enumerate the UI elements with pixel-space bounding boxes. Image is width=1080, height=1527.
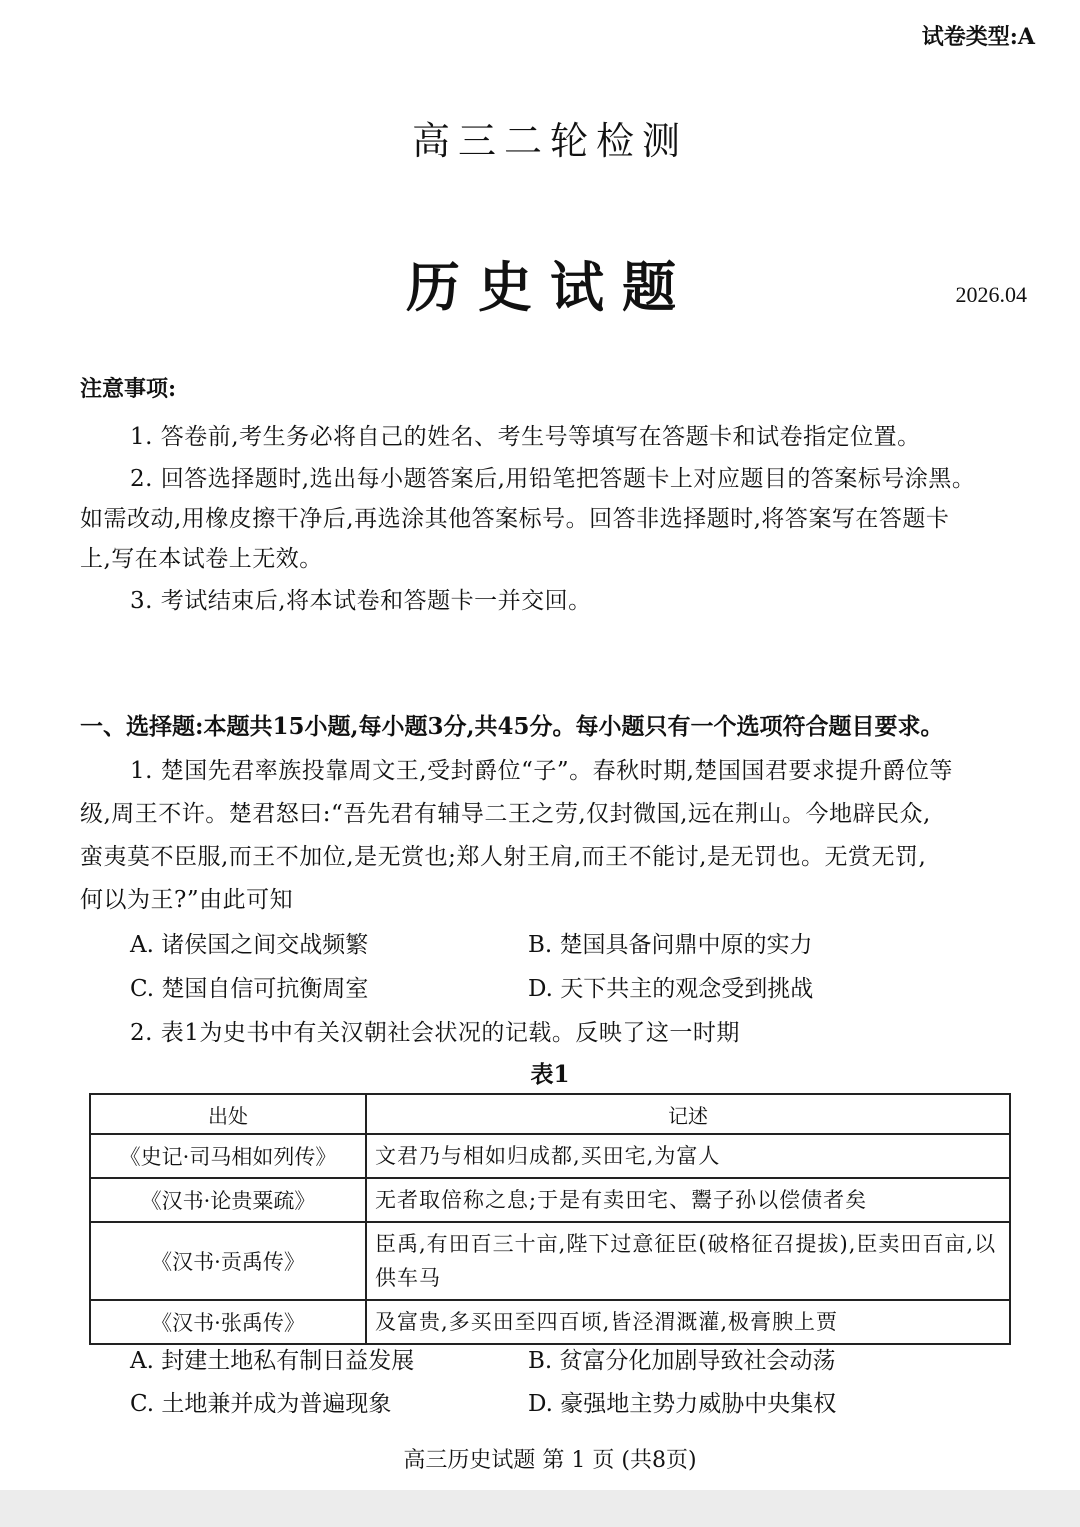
row-text: 及富贵,多买田至四百顷,皆泾渭溉灌,极膏腴上贾 xyxy=(366,1300,1010,1344)
q1-option-d: D. 天下共主的观念受到挑战 xyxy=(528,976,814,1002)
table-header-row xyxy=(90,1094,1010,1134)
q2-option-c: C. 土地兼并成为普遍现象 xyxy=(130,1391,392,1417)
header-text: 记述 xyxy=(366,1094,1010,1134)
q1-line-2: 级,周王不许。楚君怒曰:“吾先君有辅导二王之劳,仅封微国,远在荆山。今地辟民众, xyxy=(80,801,931,827)
row-source: 《汉书·论贵粟疏》 xyxy=(90,1178,366,1222)
subject-title: 历史试题 xyxy=(406,255,694,319)
table-row xyxy=(90,1178,1010,1222)
page-footer: 高三历史试题 第 1 页 (共8页) xyxy=(403,1448,697,1473)
q1-line-4: 何以为王?”由此可知 xyxy=(80,887,294,913)
records-table xyxy=(89,1093,1011,1345)
notes-heading: 注意事项: xyxy=(80,376,177,402)
page-bottom-edge xyxy=(0,1490,1080,1527)
q2-stem: 2. 表1为史书中有关汉朝社会状况的记载。反映了这一时期 xyxy=(130,1020,740,1046)
header-source: 出处 xyxy=(90,1094,366,1134)
q1-option-c: C. 楚国自信可抗衡周室 xyxy=(130,976,369,1002)
q1-option-b: B. 楚国具备问鼎中原的实力 xyxy=(528,932,813,958)
exam-title: 高三二轮检测 xyxy=(411,119,688,163)
q2-option-b: B. 贫富分化加剧导致社会动荡 xyxy=(528,1348,836,1374)
table-row xyxy=(90,1222,1010,1300)
row-text: 文君乃与相如归成都,买田宅,为富人 xyxy=(366,1134,1010,1178)
notes-line-3: 如需改动,用橡皮擦干净后,再选涂其他答案标号。回答非选择题时,将答案写在答题卡 xyxy=(80,506,950,532)
row-text: 臣禹,有田百三十亩,陛下过意征臣(破格征召提拔),臣卖田百亩,以供车马 xyxy=(366,1222,1010,1300)
notes-line-1: 1. 答卷前,考生务必将自己的姓名、考生号等填写在答题卡和试卷指定位置。 xyxy=(130,424,921,450)
notes-line-4: 上,写在本试卷上无效。 xyxy=(80,546,323,572)
row-source: 《汉书·张禹传》 xyxy=(90,1300,366,1344)
q1-option-a: A. 诸侯国之间交战频繁 xyxy=(130,932,369,958)
q1-line-1: 1. 楚国先君率族投靠周文王,受封爵位“子”。春秋时期,楚国国君要求提升爵位等 xyxy=(130,758,953,784)
row-text: 无者取倍称之息;于是有卖田宅、鬻子孙以偿债者矣 xyxy=(366,1178,1010,1222)
row-source: 《史记·司马相如列传》 xyxy=(90,1134,366,1178)
notes-line-5: 3. 考试结束后,将本试卷和答题卡一并交回。 xyxy=(130,588,592,614)
q2-option-d: D. 豪强地主势力威胁中央集权 xyxy=(528,1391,837,1417)
section-heading: 一、选择题:本题共15小题,每小题3分,共45分。每小题只有一个选项符合题目要求。 xyxy=(80,713,944,740)
notes-line-2: 2. 回答选择题时,选出每小题答案后,用铅笔把答题卡上对应题目的答案标号涂黑。 xyxy=(130,466,976,492)
table-row xyxy=(90,1134,1010,1178)
exam-date: 2026.04 xyxy=(955,282,1027,307)
table-row xyxy=(90,1300,1010,1344)
q1-line-3: 蛮夷莫不臣服,而王不加位,是无赏也;郑人射王肩,而王不能讨,是无罚也。无赏无罚, xyxy=(80,844,927,870)
table-caption: 表1 xyxy=(530,1061,570,1088)
q2-option-a: A. 封建土地私有制日益发展 xyxy=(130,1348,415,1374)
row-source: 《汉书·贡禹传》 xyxy=(90,1222,366,1300)
paper-type-label: 试卷类型:A xyxy=(921,24,1035,50)
